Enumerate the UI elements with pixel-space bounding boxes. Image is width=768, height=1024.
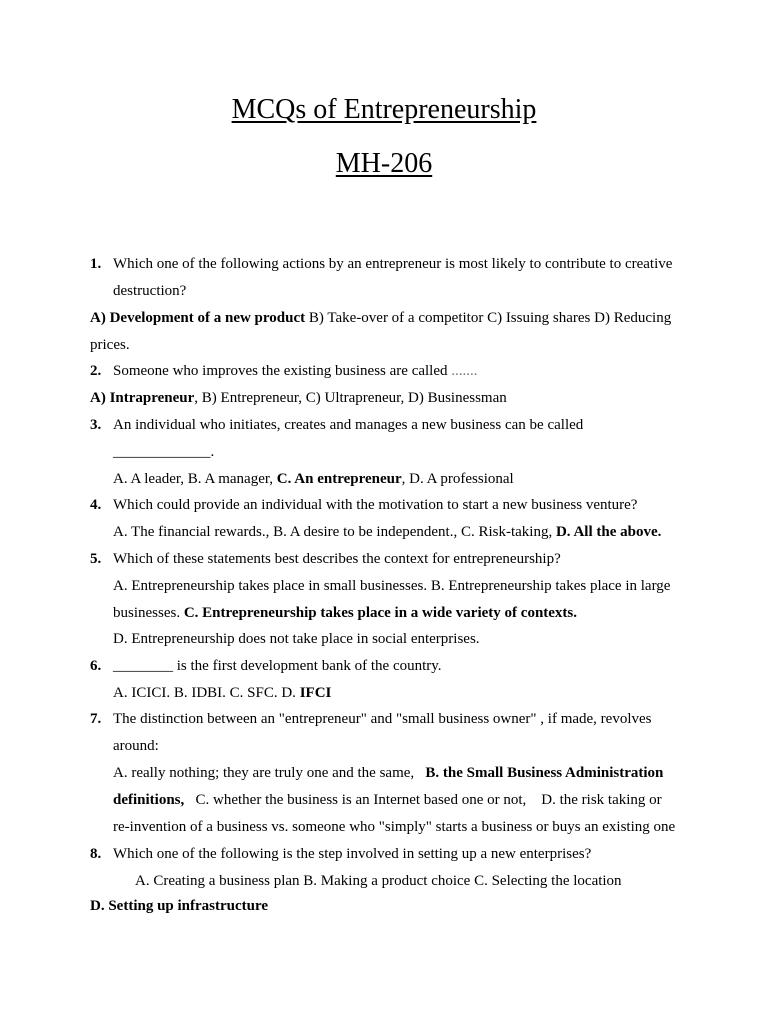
document-subtitle: MH-206 — [335, 148, 433, 179]
question-number: 7. — [90, 711, 102, 727]
answer-line — [113, 763, 663, 783]
answer-options: A. The financial rewards., B. A desire to be independent., C. Risk-taking, — [113, 524, 556, 540]
correct-answer: B. the Small Business Administration — [425, 765, 664, 781]
answer-options: A. A leader, B. A manager, — [113, 471, 277, 487]
answer-options: businesses. — [113, 605, 184, 621]
answer-options: , D. A professional — [401, 471, 514, 487]
question-text: An individual who initiates, creates and manages a new business can be called — [113, 417, 584, 433]
answer-options: A. really nothing; they are truly one and the same, — [113, 765, 426, 781]
blank-dots: ....... — [451, 363, 478, 379]
question-text: destruction? — [113, 283, 187, 299]
question-text: Which one of the following actions by an entrepreneur is most likely to contribute to creative — [113, 256, 673, 272]
question-number: 6. — [90, 658, 102, 674]
answer-line — [113, 603, 577, 623]
answer-line: A. Creating a business plan B. Making a product choice C. Selecting the location — [135, 873, 622, 889]
correct-answer: A) Development of a new product — [90, 310, 306, 326]
question-number: 8. — [90, 846, 102, 862]
correct-answer: D. All the above. — [555, 524, 662, 540]
question-number: 3. — [90, 417, 102, 433]
question-text — [113, 361, 478, 381]
answer-line — [113, 790, 662, 810]
answer-options: C. whether the business is an Internet based one or not, D. the risk taking or — [184, 792, 662, 808]
question-number: 1. — [90, 256, 102, 272]
answer-line — [113, 683, 331, 703]
document-title: MCQs of Entrepreneurship — [231, 94, 537, 125]
answer-line — [113, 469, 514, 489]
question-text: _____________. — [113, 444, 215, 460]
answer-line: prices. — [90, 337, 130, 353]
answer-line — [90, 308, 671, 328]
question-text: The distinction between an "entrepreneur" and "small business owner" , if made, revolves — [113, 711, 652, 727]
question-text-span: Someone who improves the existing business are called — [113, 363, 452, 379]
question-text: Which could provide an individual with the motivation to start a new business venture? — [113, 497, 638, 513]
correct-answer: D. Setting up infrastructure — [90, 898, 269, 914]
question-text: Which one of the following is the step involved in setting up a new enterprises? — [113, 846, 592, 862]
answer-options: A. ICICI. B. IDBI. C. SFC. D. — [113, 685, 300, 701]
answer-line: D. Entrepreneurship does not take place in social enterprises. — [113, 631, 480, 647]
correct-answer: IFCI — [299, 685, 332, 701]
question-text: ________ is the first development bank of the country. — [113, 658, 442, 674]
correct-answer: A) Intrapreneur — [90, 390, 195, 406]
answer-options: B) Take-over of a competitor C) Issuing shares D) Reducing — [305, 310, 672, 326]
question-number: 5. — [90, 551, 102, 567]
answer-line — [113, 522, 661, 542]
correct-answer: definitions, — [113, 792, 185, 808]
answer-options: , B) Entrepreneur, C) Ultrapreneur, D) Businessman — [194, 390, 507, 406]
question-number: 4. — [90, 497, 102, 513]
answer-line — [90, 388, 507, 408]
answer-line: A. Entrepreneurship takes place in small businesses. B. Entrepreneurship takes place in large — [113, 578, 671, 594]
question-text: around: — [113, 738, 159, 754]
answer-line: re-invention of a business vs. someone who "simply" starts a business or buys an existing one — [113, 819, 676, 835]
correct-answer: C. Entrepreneurship takes place in a wide variety of contexts. — [183, 605, 578, 621]
correct-answer: C. An entrepreneur — [276, 471, 402, 487]
answer-line — [90, 896, 268, 916]
question-text: Which of these statements best describes the context for entrepreneurship? — [113, 551, 561, 567]
question-number: 2. — [90, 363, 102, 379]
